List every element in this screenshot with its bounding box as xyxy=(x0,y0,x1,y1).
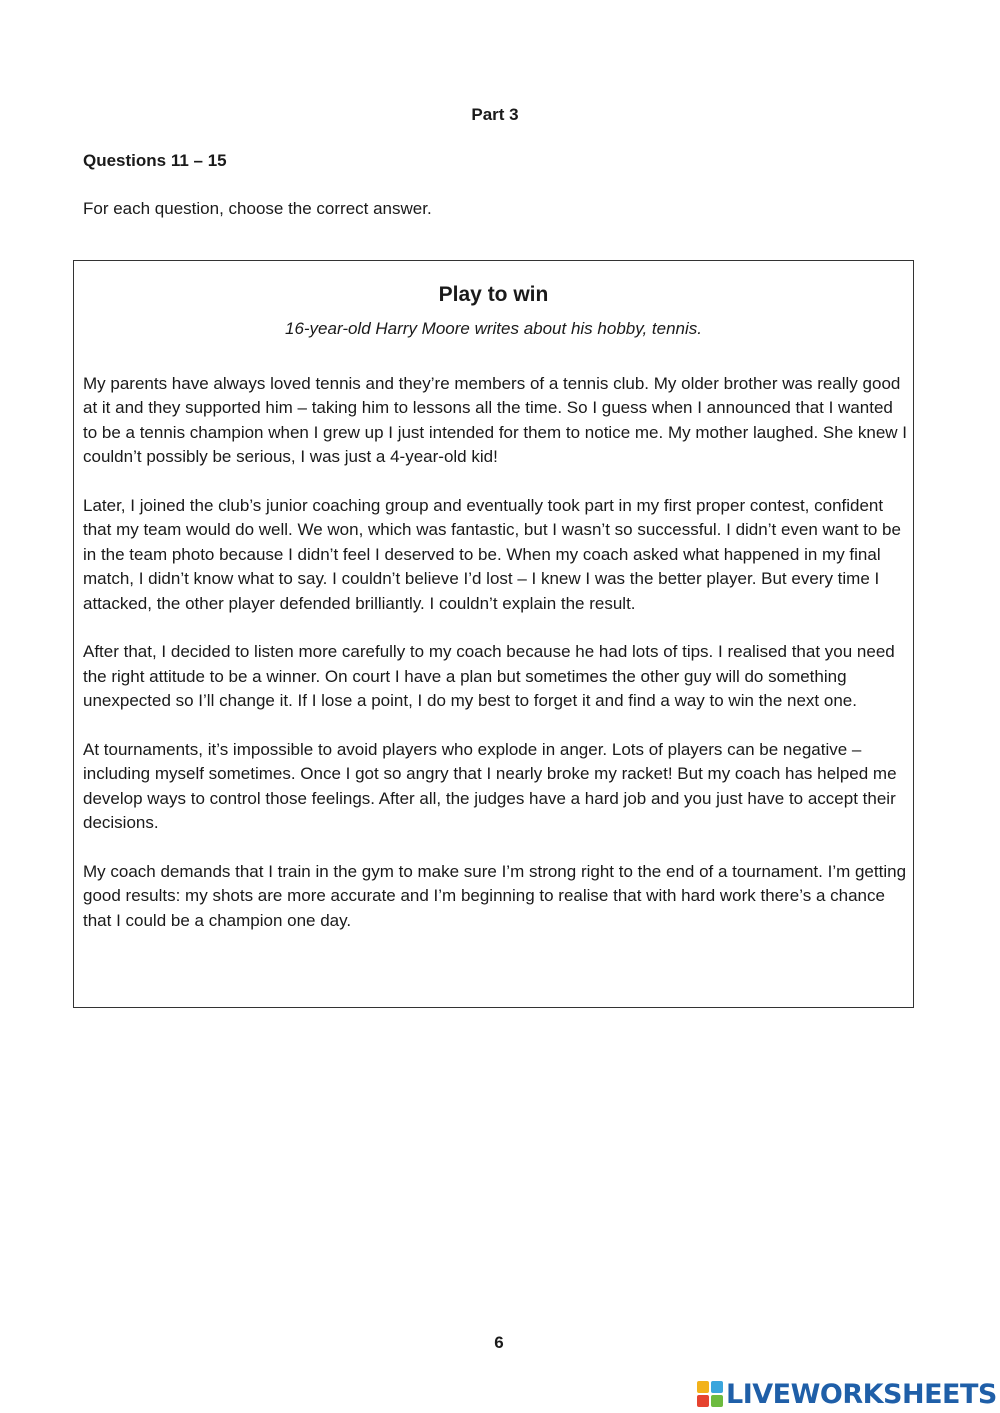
brand-text: LIVEWORKSHEETS xyxy=(726,1378,997,1410)
passage-body xyxy=(83,372,908,958)
questions-heading: Questions 11 – 15 xyxy=(83,151,227,170)
liveworksheets-icon xyxy=(697,1381,723,1407)
passage-paragraph: After that, I decided to listen more carefully to my coach because he had lots of tips. I realised that you need the right attitude to be a winner. On court I have a plan but sometimes the other guy will do something unexpected so I’ll change it. If I lose a point, I do my best to forget it and find a way to win the next one. xyxy=(83,642,895,711)
part-heading: Part 3 xyxy=(471,105,519,124)
passage-subtitle: 16-year-old Harry Moore writes about his hobby, tennis. xyxy=(284,319,702,338)
passage-paragraph: My parents have always loved tennis and they’re members of a tennis club. My older brother was really good at it and they supported him – taking him to lessons all the time. So I guess when I announced that I wanted to be a tennis champion when I grew up I just intended for them to notice me. My mother laughed. She knew I couldn’t possibly be serious, I was just a 4-year-old kid! xyxy=(83,374,908,467)
passage-paragraph: Later, I joined the club’s junior coaching group and eventually took part in my first proper contest, confident that my team would do well. We won, which was fantastic, but I wasn’t so successful. I didn’t even want to be in the team photo because I didn’t feel I deserved to be. When my coach asked what happened in my final match, I didn’t know what to say. I couldn’t believe I’d lost – I knew I was the better player. But every time I attacked, the other player defended brilliantly. I couldn’t explain the result. xyxy=(83,496,901,613)
passage-title: Play to win xyxy=(438,283,549,306)
page-number: 6 xyxy=(494,1333,504,1352)
passage-box xyxy=(73,260,914,1008)
passage-paragraph: At tournaments, it’s impossible to avoid players who explode in anger. Lots of players can be negative – including myself sometimes. Once I got so angry that I nearly broke my racket! But my coach has helped me develop ways to control those feelings. After all, the judges have a hard job and you just have to accept their decisions. xyxy=(83,740,897,833)
passage-paragraph: My coach demands that I train in the gym to make sure I’m strong right to the end of a tournament. I’m getting good results: my shots are more accurate and I’m beginning to realise that with hard work there’s a chance that I could be a champion one day. xyxy=(83,862,907,930)
brand-logo[interactable] xyxy=(697,1376,997,1412)
instruction-text: For each question, choose the correct answer. xyxy=(83,199,432,218)
